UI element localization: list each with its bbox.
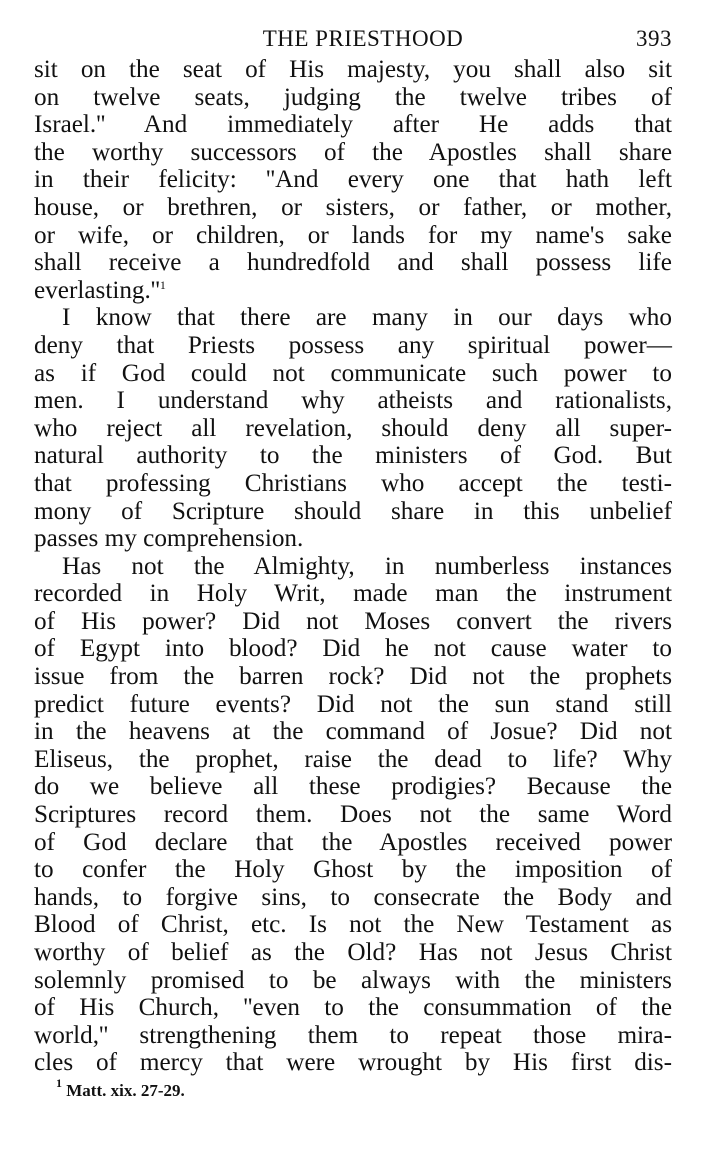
book-page <box>34 26 672 1101</box>
text-line: issue from the barren rock? Did not the prophets <box>34 663 672 691</box>
text-line: passes my comprehension. <box>34 525 304 553</box>
text-line: world,'' strengthening them to repeat those mira- <box>34 1021 672 1049</box>
text-line: in their felicity: ''And every one that hath left <box>34 166 672 194</box>
text-line: Eliseus, the prophet, raise the dead to life? Why <box>34 745 672 773</box>
text-line: Blood of Christ, etc. Is not the New Testament as <box>34 911 672 939</box>
text-line: of His power? Did not Moses convert the rivers <box>34 607 672 635</box>
footnote-text: Matt. xix. 27-29. <box>66 1080 185 1100</box>
text-line: who reject all revelation, should deny all super- <box>34 414 672 442</box>
text-line: in the heavens at the command of Josue? Did not <box>34 718 672 746</box>
text-line: mony of Scripture should share in this unbelief <box>34 497 672 525</box>
text-line: the worthy successors of the Apostles shall share <box>34 138 672 166</box>
text-line: Scriptures record them. Does not the same Word <box>34 801 672 829</box>
body-text <box>34 56 672 1077</box>
text-line: sit on the seat of His majesty, you shall also sit <box>34 56 672 83</box>
text-line: cles of mercy that were wrought by His first dis- <box>34 1049 672 1077</box>
text-line-content: everlasting.'' <box>34 276 160 304</box>
text-line: I know that there are many in our days who <box>62 304 672 332</box>
text-line: house, or brethren, or sisters, or father, or mother, <box>34 193 672 221</box>
text-line: worthy of belief as the Old? Has not Jesus Christ <box>34 939 672 966</box>
text-line: of His Church, ''even to the consummation of the <box>34 994 672 1022</box>
text-line: shall receive a hundredfold and shall possess life <box>34 249 672 277</box>
text-line: to confer the Holy Ghost by the imposition of <box>34 856 672 884</box>
text-line: men. I understand why atheists and rationalists, <box>34 387 672 415</box>
footnote-reference: 1 <box>159 277 166 292</box>
text-line: deny that Priests possess any spiritual power— <box>34 331 672 359</box>
text-line: of God declare that the Apostles received power <box>34 828 672 856</box>
text-line: or wife, or children, or lands for my name's sake <box>34 221 672 249</box>
text-line: recorded in Holy Writ, made man the instrument <box>34 580 672 608</box>
running-title: THE PRIESTHOOD <box>262 26 464 51</box>
text-line: predict future events? Did not the sun stand still <box>34 690 672 718</box>
text-line: of Egypt into blood? Did he not cause water to <box>34 635 672 663</box>
text-line: that professing Christians who accept the testi- <box>34 469 672 497</box>
running-head <box>34 26 672 56</box>
text-line: solemnly promised to be always with the ministers <box>34 966 672 994</box>
text-line <box>34 277 672 305</box>
text-line: as if God could not communicate such power to <box>34 359 672 387</box>
footnote-marker: 1 <box>56 1075 62 1090</box>
text-line: Israel.'' And immediately after He adds that <box>34 111 672 139</box>
text-line: natural authority to the ministers of God. But <box>34 442 672 470</box>
page-number: 393 <box>636 26 672 51</box>
text-line: Has not the Almighty, in numberless instances <box>62 552 672 580</box>
footnote <box>34 1075 672 1101</box>
text-line: hands, to forgive sins, to consecrate the Body and <box>34 883 672 911</box>
text-line: do we believe all these prodigies? Because the <box>34 773 672 801</box>
text-line: on twelve seats, judging the twelve tribes of <box>34 83 672 111</box>
